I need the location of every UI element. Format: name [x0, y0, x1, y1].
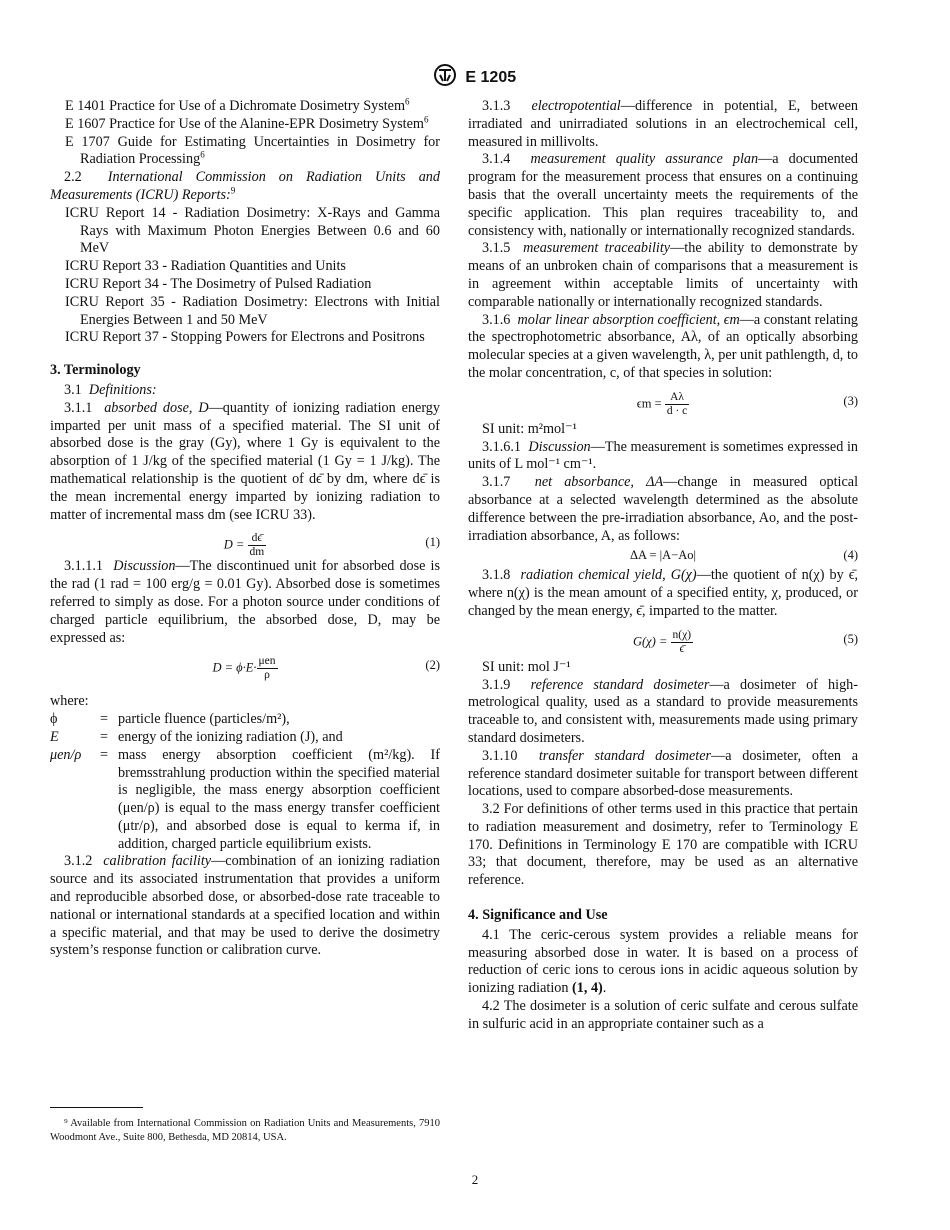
equation-1: D = $\frac{d\epsilon̄}{dm}$ (1) [223, 532, 440, 559]
def-electropotential: 3.1.3 electropotential—difference in potential, E, between irradiated and unirradiated solutions in an electrochemical cell, measured in millivolts. [468, 98, 858, 150]
para-3-2: 3.2 For definitions of other terms used in this practice that pertain to radiation measurement and dosimetry, refer to Terminology E 170. Definitions in Terminology E 170 are compatible with ICRU 33; that document, therefore, may be used as an alternative reference. [468, 801, 858, 889]
icru-report-33: ICRU Report 33 - Radiation Quantities and Units [65, 258, 346, 275]
def-net-absorbance: 3.1.7 net absorbance, ΔA—change in measured optical absorbance at a selected wavelength determined as the absolute difference between the pre-irradiation absorbance, Ao, and the post-irradiation absorbance, A, as follows: [468, 474, 859, 544]
footnote-divider [50, 1107, 143, 1108]
icru-heading: 2.2 International Commission on Radiation Units and Measurements (ICRU) Reports:$^9$ [50, 169, 440, 203]
def-traceability: 3.1.5 measurement traceability—the ability to demonstrate by means of an unbroken chain of comparisons that a measurement is in agreement within acceptable limits of uncertainty with comparable nationally or internationally recognized standards. [468, 240, 858, 310]
section-3-title: 3. Terminology [50, 362, 141, 379]
where-list [50, 693, 440, 853]
def-molar-coefficient: 3.1.6 molar linear absorption coefficient, ϵm—a constant relating the spectrophotometric absorbance, Aλ, of an optically absorbing molecular species at a given wavelength, λ, per unit pathlength, d, to the molar concentration, c, of that species in solution: [468, 311, 858, 381]
page-number: 2 [471, 1172, 479, 1187]
def-discussion-rad: 3.1.1.1 Discussion—The discontinued unit for absorbed dose is the rad (1 rad = 100 erg/g = 0.01 Gy). Absorbed dose is sometimes referred to simply as dose. For a photon source under conditions of charged particle equilibrium, the absorbed dose, D, may be expressed as: [50, 558, 441, 646]
def-mqa-plan: 3.1.4 measurement quality assurance plan—a documented program for the measurement process that ensures on a continuing basis that the overall uncertainty meets the requirements of the specific application. This plan requires traceability to, and consistency with, nationally or internationally recognized standards. [468, 151, 859, 239]
para-4-2: 4.2 The dosimeter is a solution of ceric sulfate and cerous sulfate in sulfuric acid in an appropriate container such as a [468, 998, 858, 1032]
footnote-9: ⁹ Available from International Commission on Radiation Units and Measurements, 7910 Woodmont Ave., Suite 800, Bethesda, MD 20814, USA. [50, 1118, 440, 1143]
icru-report-35: ICRU Report 35 - Radiation Dosimetry: Electrons with Initial Energies Between 1 and 50 MeV [65, 293, 440, 328]
def-discussion-units: 3.1.6.1 Discussion—The measurement is sometimes expressed in units of L mol⁻¹ cm⁻¹. [468, 438, 858, 473]
where-row-fluence: ϕ = particle fluence (particles/m²), [50, 711, 290, 728]
reference-e1707: E 1707 Guide for Estimating Uncertainties in Dosimetry for Radiation Processing$^6$ [65, 133, 440, 168]
left-column [50, 98, 440, 960]
where-row-mass-coefficient: μen/ρ = mass energy absorption coefficient (m²/kg). If bremsstrahlung production within the specified material is negligible, the mass energy absorption coefficient (μen/ρ) is equal to the mass energy transfer coefficient (μtr/ρ), and absorbed dose is equal to kerma if, in addition, charged particle equilibrium exists. [50, 746, 440, 852]
icru-report-37: ICRU Report 37 - Stopping Powers for Electrons and Positrons [65, 329, 425, 346]
equation-3: ϵm = $\frac{A\lambda}{d \cdot c}$ (3) [636, 390, 858, 417]
si-unit-molar: SI unit: m²mol⁻¹ [482, 420, 577, 437]
def-transfer-dosimeter: 3.1.10 transfer standard dosimeter—a dosimeter, often a reference standard dosimeter suitable for transport between different locations, used to compare absorbed-dose measurements. [468, 747, 859, 800]
where-row-energy: E = energy of the ionizing radiation (J), and [50, 728, 343, 745]
def-chemical-yield: 3.1.8 radiation chemical yield, G(χ)—the quotient of n(χ) by ϵ̄, where n(χ) is the mean amount of a specified entity, χ, produced, or changed by the mean energy, ϵ̄, imparted to the matter. [468, 567, 859, 619]
equation-5: G(χ) = $\frac{n(\chi)}{\epsilon̄}$ (5) [632, 628, 858, 655]
def-calibration-facility: 3.1.2 calibration facility—combination of an ionizing radiation source and its associated instrumentation that provides a uniform and reproducible absorbed dose, or absorbed-dose rate traceable to national or international standards at a specified location and within a specific material, and that may be used to derive the dosimetry system’s response function or calibration curve. [50, 853, 441, 959]
para-4-1: 4.1 The ceric-cerous system provides a reliable means for measuring absorbed dose in water. It is based on a process of reduction of ceric ions to cerous ions in acidic aqueous solution by ionizing radiation (1, 4). [468, 926, 858, 997]
astm-logo-icon [434, 64, 456, 92]
si-unit-yield: SI unit: mol J⁻¹ [482, 658, 571, 675]
section-4-title: 4. Significance and Use [468, 907, 608, 924]
icru-report-34: ICRU Report 34 - The Dosimetry of Pulsed Radiation [65, 275, 372, 292]
definitions-heading: 3.1 Definitions: [64, 381, 157, 398]
where-label: where: [50, 693, 89, 710]
reference-e1401: E 1401 Practice for Use of a Dichromate Dosimetry System$^6$ [65, 96, 410, 114]
def-absorbed-dose: 3.1.1 absorbed dose, D—quantity of ionizing radiation energy imparted per unit mass of a specified material. The SI unit of absorbed dose is the gray (Gy), where 1 Gy is equivalent to the absorption of 1 J/kg of the specified material (1 Gy = 1 J/kg). The mathematical relationship is the quotient of dϵ̄ by dm, where dϵ̄ is the mean incremental energy imparted by ionizing radiation to matter of incremental mass dm (see ICRU 33). [50, 399, 440, 523]
icru-report-14: ICRU Report 14 - Radiation Dosimetry: X-Rays and Gamma Rays with Maximum Photon Energies Between 0.6 and 60 MeV [65, 204, 440, 257]
reference-e1607: E 1607 Practice for Use of the Alanine-EPR Dosimetry System$^6$ [65, 114, 429, 132]
document-code: E 1205 [465, 69, 517, 86]
def-reference-dosimeter: 3.1.9 reference standard dosimeter—a dosimeter of high-metrological quality, used as a standard to provide measurements traceable to, and consistent with, measurements made using primary standard dosimeters. [468, 676, 858, 746]
page-header [0, 64, 950, 92]
equation-4: ΔA = |A−Ao| (4) [629, 548, 858, 563]
right-column [468, 98, 858, 1034]
equation-2: D = ϕ·E· $\frac{\text{μen}}{\rho}$ (2) [212, 655, 440, 682]
